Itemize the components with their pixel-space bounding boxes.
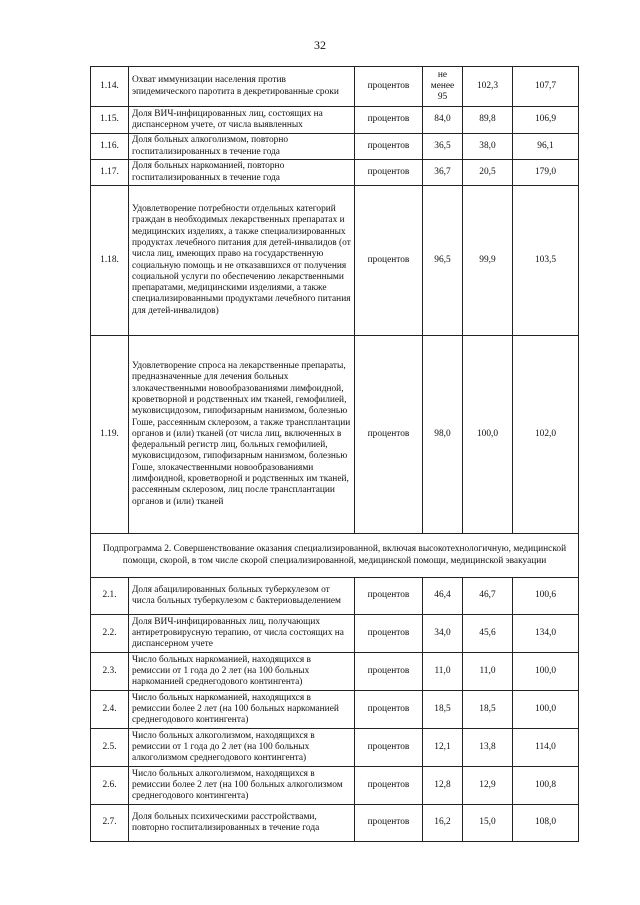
indicator-name: Доля абацилированных больных туберкулезом от числа больных туберкулезом с бактериовыделением <box>129 578 355 615</box>
row-number: 2.5. <box>91 729 129 767</box>
percent-value: 100,8 <box>513 767 579 805</box>
row-number: 2.2. <box>91 615 129 653</box>
unit-cell: процентов <box>355 729 423 767</box>
table-row <box>91 767 579 805</box>
plan-value: 36,7 <box>423 160 463 186</box>
percent-value: 100,6 <box>513 578 579 615</box>
percent-value: 96,1 <box>513 134 579 160</box>
actual-value: 99,9 <box>463 186 513 336</box>
row-number: 2.6. <box>91 767 129 805</box>
row-number: 2.4. <box>91 691 129 729</box>
indicator-name: Доля больных наркоманией, повторно госпитализированных в течение года <box>129 160 355 186</box>
plan-value: 36,5 <box>423 134 463 160</box>
indicator-name: Число больных наркоманией, находящихся в ремиссии более 2 лет (на 100 больных наркоманией среднегодового контингента) <box>129 691 355 729</box>
table-row <box>91 805 579 842</box>
indicator-name: Доля ВИЧ-инфицированных лиц, состоящих на диспансерном учете, от числа выявленных <box>129 107 355 134</box>
table-body <box>91 67 579 842</box>
unit-cell: процентов <box>355 186 423 336</box>
actual-value: 46,7 <box>463 578 513 615</box>
actual-value: 20,5 <box>463 160 513 186</box>
unit-cell: процентов <box>355 160 423 186</box>
actual-value: 13,8 <box>463 729 513 767</box>
unit-cell: процентов <box>355 107 423 134</box>
actual-value: 89,8 <box>463 107 513 134</box>
row-number: 1.16. <box>91 134 129 160</box>
actual-value: 45,6 <box>463 615 513 653</box>
indicators-table <box>90 66 579 842</box>
actual-value: 11,0 <box>463 653 513 691</box>
row-number: 2.3. <box>91 653 129 691</box>
table-row <box>91 67 579 107</box>
indicator-name: Доля ВИЧ-инфицированных лиц, получающих антиретровирусную терапию, от числа состоящих на диспансерном учете <box>129 615 355 653</box>
percent-value: 179,0 <box>513 160 579 186</box>
actual-value: 102,3 <box>463 67 513 107</box>
percent-value: 107,7 <box>513 67 579 107</box>
percent-value: 103,5 <box>513 186 579 336</box>
row-number: 2.7. <box>91 805 129 842</box>
row-number: 1.18. <box>91 186 129 336</box>
percent-value: 100,0 <box>513 691 579 729</box>
page-number: 32 <box>314 38 326 52</box>
plan-value: 16,2 <box>423 805 463 842</box>
percent-value: 108,0 <box>513 805 579 842</box>
unit-cell: процентов <box>355 805 423 842</box>
plan-value: 11,0 <box>423 653 463 691</box>
table-row <box>91 578 579 615</box>
actual-value: 18,5 <box>463 691 513 729</box>
indicator-name: Доля больных психическими расстройствами, повторно госпитализированных в течение года <box>129 805 355 842</box>
indicator-name: Удовлетворение потребности отдельных категорий граждан в необходимых лекарственных препаратах и медицинских изделиях, а также специализированных продуктах лечебного питания для детей-инвалидов (от числа лиц, имеющих право на государственную социальную помощь и не отказавшихся от получения социальной услуги по обеспечению лекарственными препаратами, медицинскими изделиями, а также специализированными продуктами лечебного питания для детей-инвалидов) <box>129 186 355 336</box>
table-row <box>91 615 579 653</box>
percent-value: 134,0 <box>513 615 579 653</box>
actual-value: 15,0 <box>463 805 513 842</box>
plan-value: 98,0 <box>423 336 463 534</box>
unit-cell: процентов <box>355 578 423 615</box>
indicator-name: Число больных алкоголизмом, находящихся в ремиссии более 2 лет (на 100 больных алкоголизмом среднегодового контингента) <box>129 767 355 805</box>
percent-value: 102,0 <box>513 336 579 534</box>
indicator-name: Доля больных алкоголизмом, повторно госпитализированных в течение года <box>129 134 355 160</box>
unit-cell: процентов <box>355 67 423 107</box>
percent-value: 106,9 <box>513 107 579 134</box>
plan-value: 18,5 <box>423 691 463 729</box>
plan-value: 96,5 <box>423 186 463 336</box>
plan-value: не менее 95 <box>423 67 463 107</box>
actual-value: 12,9 <box>463 767 513 805</box>
unit-cell: процентов <box>355 691 423 729</box>
row-number: 1.15. <box>91 107 129 134</box>
row-number: 2.1. <box>91 578 129 615</box>
table-row <box>91 653 579 691</box>
table-row <box>91 729 579 767</box>
actual-value: 100,0 <box>463 336 513 534</box>
actual-value: 38,0 <box>463 134 513 160</box>
row-number: 1.17. <box>91 160 129 186</box>
unit-cell: процентов <box>355 615 423 653</box>
plan-value: 46,4 <box>423 578 463 615</box>
plan-value: 34,0 <box>423 615 463 653</box>
unit-cell: процентов <box>355 767 423 805</box>
percent-value: 114,0 <box>513 729 579 767</box>
table-row <box>91 691 579 729</box>
plan-value: 84,0 <box>423 107 463 134</box>
unit-cell: процентов <box>355 336 423 534</box>
plan-value: 12,8 <box>423 767 463 805</box>
table-row <box>91 160 579 186</box>
section-title: Подпрограмма 2. Совершенствование оказания специализированной, включая высокотехнологичную, медицинской помощи, скорой, в том числе скорой специализированной, медицинской помощи, медицинской эвакуации <box>91 534 579 578</box>
table-row <box>91 134 579 160</box>
unit-cell: процентов <box>355 653 423 691</box>
row-number: 1.14. <box>91 67 129 107</box>
unit-cell: процентов <box>355 134 423 160</box>
percent-value: 100,0 <box>513 653 579 691</box>
section-row <box>91 534 579 578</box>
row-number: 1.19. <box>91 336 129 534</box>
indicator-name: Число больных алкоголизмом, находящихся в ремиссии от 1 года до 2 лет (на 100 больных алкоголизмом среднегодового контингента) <box>129 729 355 767</box>
table-row <box>91 186 579 336</box>
indicator-name: Охват иммунизации населения против эпидемического паротита в декретированные сроки <box>129 67 355 107</box>
indicator-name: Число больных наркоманией, находящихся в ремиссии от 1 года до 2 лет (на 100 больных наркоманией среднегодового контингента) <box>129 653 355 691</box>
table-row <box>91 336 579 534</box>
indicator-name: Удовлетворение спроса на лекарственные препараты, предназначенные для лечения больных злокачественными новообразованиями лимфоидной, кроветворной и родственных им тканей, гемофилией, муковисцидозом, гипофизарным нанизмом, болезнью Гоше, рассеянным склерозом, а также трансплантации органов и (или) тканей (от числа лиц, включенных в федеральный регистр лиц, больных гемофилией, муковисцидозом, гипофизарным нанизмом, болезнью Гоше, злокачественными новообразованиями лимфоидной, кроветворной и родственных им тканей, рассеянным склерозом, лиц после трансплантации органов и (или) тканей <box>129 336 355 534</box>
plan-value: 12,1 <box>423 729 463 767</box>
table-row <box>91 107 579 134</box>
